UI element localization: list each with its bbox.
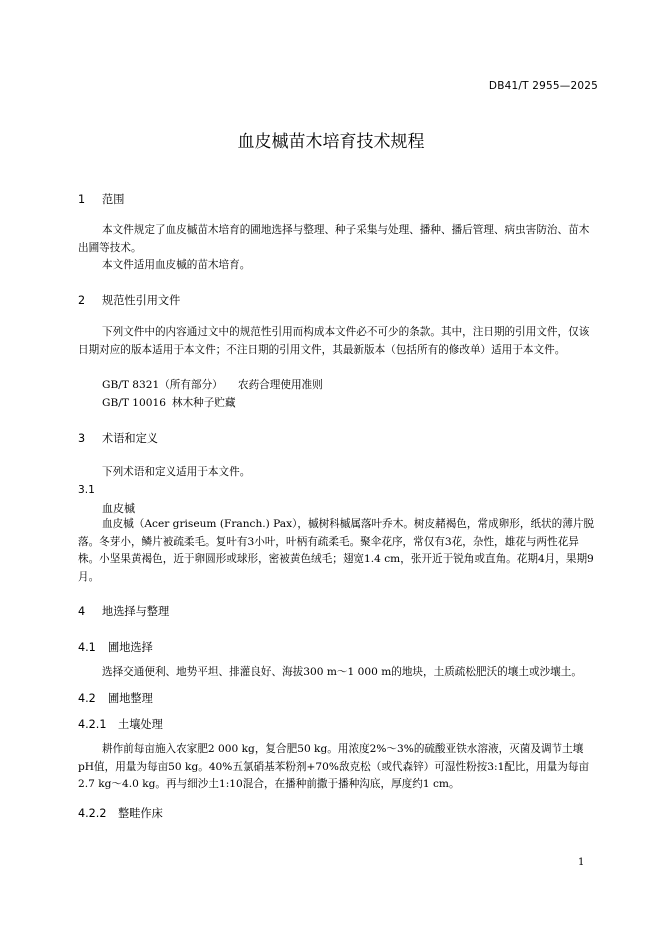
section-title: 圃地整理 [108, 692, 153, 705]
document-title: 血皮槭苗木培育技术规程 [237, 132, 425, 152]
section-1-heading [78, 191, 124, 207]
reference-item [102, 395, 236, 410]
section-title: 术语和定义 [102, 432, 158, 445]
reference-title: 林木种子贮藏 [172, 397, 236, 409]
section-number: 4.2.2 [78, 807, 107, 820]
section-number: 4.2 [78, 692, 96, 705]
section-1-paragraph-2: 本文件适用血皮槭的苗木培育。 [102, 259, 251, 271]
page-number: 1 [578, 857, 585, 868]
section-number: 3 [78, 432, 86, 445]
section-3-heading [78, 430, 158, 446]
section-4-2-2-heading [78, 805, 163, 821]
section-title: 圃地选择 [108, 641, 153, 654]
term-number: 3.1 [78, 484, 95, 496]
section-title: 范围 [102, 193, 125, 206]
term-definition: 血皮槭（Acer griseum (Franch.) Pax），槭树科槭属落叶乔木。树皮赭褐色，常成卵形，纸状的薄片脱落。冬芽小，鳞片被疏柔毛。复叶有3小叶，叶柄有疏柔毛。聚伞花序，常仅有3花，杂性，雄花与两性花异株。小坚果黄褐色，近于卵圆形或球形，密被黄色绒毛；翅宽1.4 cm，张开近于锐角或直角。花期4月，果期9月。 [78, 518, 595, 583]
section-4-1-heading [78, 639, 153, 655]
section-4-2-1-paragraph: 耕作前每亩施入农家肥2 000 kg，复合肥50 kg。用浓度2%～3%的硫酸亚铁水溶液，灭菌及调节土壤pH值，用量为每亩50 kg。40%五氯硝基苯粉剂+70%敌克松（或代森锌）可湿性粉按3:1配比，用量为每亩2.7 kg～4.0 kg。再与细沙土1:10混合，在播种前撒于播种沟底，厚度约1 cm。 [78, 743, 590, 790]
section-number: 2 [78, 294, 86, 307]
section-title: 整畦作床 [118, 807, 163, 820]
section-number: 4 [78, 605, 86, 618]
section-4-2-1-heading [78, 716, 163, 732]
reference-code: GB/T 8321（所有部分） [102, 379, 223, 391]
section-title: 地选择与整理 [102, 605, 170, 618]
section-number: 4.1 [78, 641, 96, 654]
section-title: 规范性引用文件 [102, 294, 181, 307]
standard-code: DB41/T 2955—2025 [488, 80, 598, 92]
section-number: 4.2.1 [78, 718, 107, 731]
section-number: 1 [78, 193, 86, 206]
section-4-heading [78, 603, 169, 619]
term-name: 血皮槭 [102, 502, 135, 515]
reference-item [102, 377, 323, 392]
section-4-2-heading [78, 690, 153, 706]
section-4-1-paragraph: 选择交通便利、地势平坦、排灌良好、海拔300 m～1 000 m的地块，土质疏松肥沃的壤土或沙壤土。 [102, 666, 582, 678]
section-1-paragraph-1: 本文件规定了血皮槭苗木培育的圃地选择与整理、种子采集与处理、播种、播后管理、病虫害防治、苗木出圃等技术。 [78, 224, 590, 254]
section-3-paragraph-1: 下列术语和定义适用于本文件。 [102, 466, 251, 478]
section-2-paragraph-1: 下列文件中的内容通过文中的规范性引用而构成本文件必不可少的条款。其中，注日期的引用文件，仅该日期对应的版本适用于本文件；不注日期的引用文件，其最新版本（包括所有的修改单）适用于本文件。 [78, 326, 590, 356]
reference-code: GB/T 10016 [102, 397, 166, 409]
reference-title: 农药合理使用准则 [238, 379, 323, 391]
section-title: 土壤处理 [118, 718, 163, 731]
section-2-heading [78, 292, 180, 308]
